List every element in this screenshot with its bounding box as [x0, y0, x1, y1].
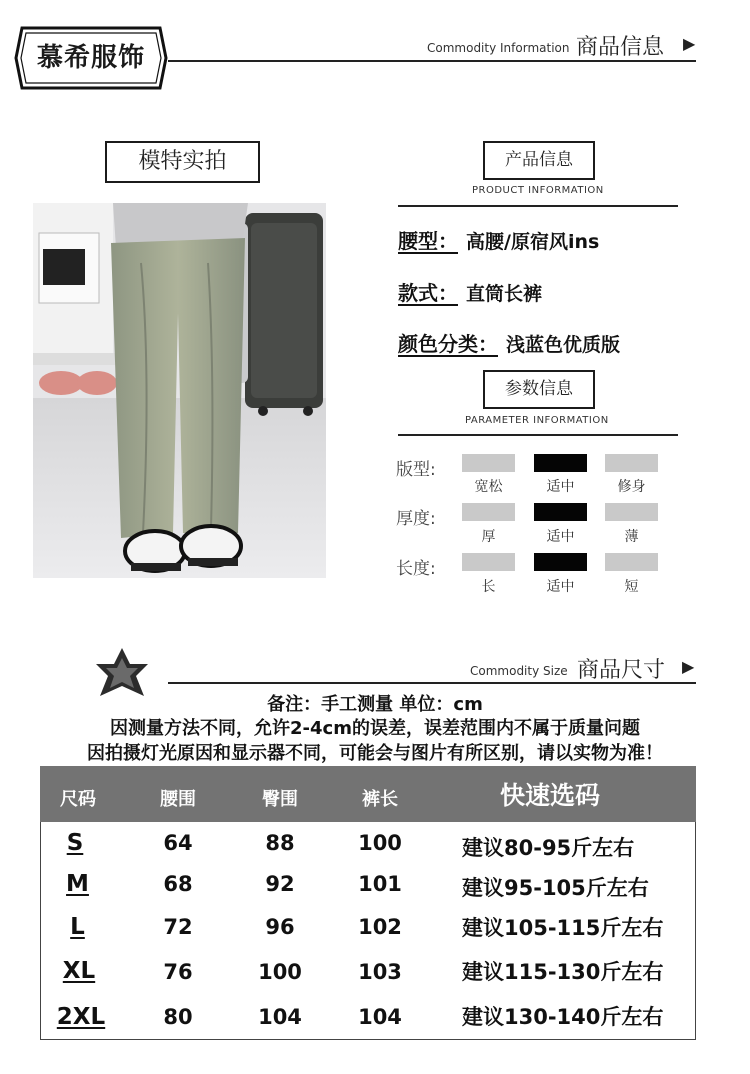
th-length: 裤长	[362, 789, 398, 810]
model-photo-label: 模特实拍	[105, 141, 260, 183]
size-cell: L	[70, 914, 85, 940]
length-cell: 104	[358, 1005, 402, 1029]
size-cell: 2XL	[56, 1004, 106, 1030]
product-info-subtitle: PRODUCT INFORMATION	[472, 185, 604, 196]
hip-cell: 104	[258, 1005, 302, 1029]
length-cell: 102	[358, 915, 402, 939]
param-swatch	[605, 454, 658, 472]
param-swatch	[605, 553, 658, 571]
info-row-color	[398, 328, 620, 357]
parameter-info-subtitle: PARAMETER INFORMATION	[465, 415, 609, 426]
param-swatch-selected	[534, 454, 587, 472]
commodity-size-en: Commodity Size	[470, 664, 568, 678]
brand-name: 慕希服饰	[36, 43, 145, 73]
commodity-info-cn: 商品信息	[576, 35, 665, 60]
param-swatch	[462, 454, 515, 472]
hip-cell: 100	[258, 960, 302, 984]
info-value: 直筒长裤	[466, 283, 543, 305]
length-cell: 100	[358, 831, 402, 855]
waist-cell: 80	[163, 1005, 193, 1029]
size-note-lighting: 因拍摄灯光原因和显示器不同，可能会与图片有所区别，请以实物为准！	[87, 743, 663, 764]
info-row-waist	[398, 225, 599, 254]
waist-cell: 72	[163, 915, 193, 939]
param-option: 修身	[617, 479, 646, 495]
parameter-info-rule	[398, 434, 678, 436]
suggest-cell: 建议80-95斤左右	[462, 836, 635, 860]
size-cell: S	[66, 830, 84, 856]
param-swatch-selected	[534, 553, 587, 571]
th-size: 尺码	[60, 789, 96, 810]
param-option: 适中	[546, 529, 575, 545]
size-cell: XL	[62, 958, 96, 984]
size-note-tolerance: 因测量方法不同，允许2-4cm的误差，误差范围内不属于质量问题	[110, 718, 640, 739]
suggest-cell: 建议130-140斤左右	[462, 1005, 664, 1029]
info-row-style	[398, 277, 542, 306]
param-option: 适中	[546, 479, 575, 495]
length-cell: 101	[358, 872, 402, 896]
arrow-right-icon: ▶	[683, 34, 696, 53]
th-quick-select: 快速选码	[499, 781, 600, 810]
model-photo	[33, 203, 326, 578]
param-option: 适中	[546, 579, 575, 595]
waist-cell: 64	[163, 831, 193, 855]
arrow-right-icon: ▶	[682, 657, 695, 676]
suggest-cell: 建议95-105斤左右	[462, 876, 649, 900]
size-note-unit: 备注：手工测量 单位：cm	[267, 694, 483, 715]
param-option: 短	[624, 579, 639, 595]
suggest-cell: 建议105-115斤左右	[462, 916, 664, 940]
product-info-title: 产品信息	[483, 141, 595, 180]
suggest-cell: 建议115-130斤左右	[462, 960, 664, 984]
hip-cell: 96	[265, 915, 295, 939]
commodity-info-en: Commodity Information	[427, 41, 570, 55]
info-label: 款式：	[398, 281, 458, 305]
param-option: 薄	[624, 529, 639, 545]
waist-cell: 76	[163, 960, 193, 984]
info-value: 浅蓝色优质版	[506, 334, 621, 356]
commodity-size-cn: 商品尺寸	[577, 658, 666, 683]
param-option: 宽松	[474, 479, 503, 495]
param-swatch	[605, 503, 658, 521]
info-value: 高腰/原宿风ins	[466, 231, 600, 253]
product-info-rule	[398, 205, 678, 207]
info-label: 腰型：	[398, 229, 458, 253]
th-hip: 臀围	[262, 789, 298, 810]
param-option: 长	[481, 579, 496, 595]
param-swatch	[462, 503, 515, 521]
info-label: 颜色分类：	[398, 332, 498, 356]
waist-cell: 68	[163, 872, 193, 896]
param-option: 厚	[481, 529, 496, 545]
parameter-info-title: 参数信息	[483, 370, 595, 409]
param-label-length: 长度:	[396, 559, 436, 579]
size-cell: M	[66, 871, 89, 897]
param-swatch	[462, 553, 515, 571]
param-swatch-selected	[534, 503, 587, 521]
param-label-thickness: 厚度:	[396, 509, 436, 529]
th-waist: 腰围	[160, 789, 196, 810]
hip-cell: 92	[265, 872, 295, 896]
hip-cell: 88	[265, 831, 295, 855]
length-cell: 103	[358, 960, 402, 984]
param-label-fit: 版型:	[396, 460, 436, 480]
